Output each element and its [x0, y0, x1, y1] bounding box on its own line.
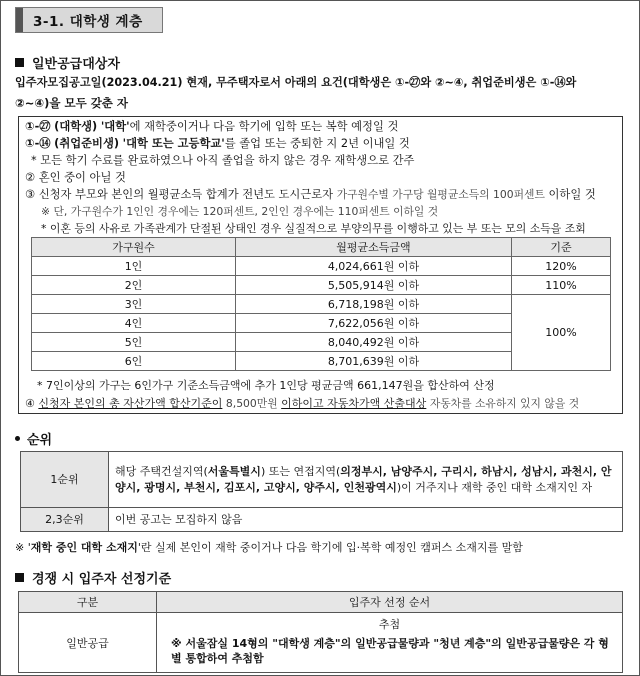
- table-row: 일반공급 추첨 ※ 서울잠실 14형의 "대학생 계층"의 일반공급물량과 "청년 계층"의 일반공급물량은 각 형별 통합하여 추첨함: [19, 613, 623, 673]
- table-row: 2인 5,505,914원 이하 110%: [32, 276, 611, 295]
- req-income: ③ 신청자 부모와 본인의 월평균소득 합계가 전년도 도시근로자 가구원수별 가구당 월평균소득의 100퍼센트 이하일 것: [25, 188, 596, 201]
- heading-rank: 순위: [15, 429, 52, 448]
- selection-table-header: 구분 입주자 선정 순서: [19, 592, 623, 613]
- table-row: 3인 6,718,198원 이하 100%: [32, 295, 611, 314]
- req-income-note-1: ※ 단, 가구원수가 1인인 경우에는 120퍼센트, 2인인 경우에는 110퍼센트 이하일 것: [41, 205, 439, 218]
- title-accent-bar: [16, 8, 23, 32]
- lead-line-1: 입주자모집공고일(2023.04.21) 현재, 무주택자로서 아래의 요건(대학생은 ①-㉗와 ②~④, 취업준비생은 ①-⑭와: [15, 76, 577, 89]
- table-row: 5인 8,040,492원 이하: [32, 333, 611, 352]
- table-row: 4인 7,622,056원 이하: [32, 314, 611, 333]
- req-job-seeker: ①-⑭ (취업준비생) '대학 또는 고등학교'를 졸업 또는 중퇴한 지 2년 이내일 것: [25, 137, 410, 150]
- square-bullet-icon: [15, 573, 24, 582]
- selection-method: 추첨 ※ 서울잠실 14형의 "대학생 계층"의 일반공급물량과 "청년 계층"의 일반공급물량은 각 형별 통합하여 추첨함: [157, 613, 623, 673]
- square-bullet-icon: [15, 58, 24, 67]
- selection-table: [18, 591, 623, 673]
- req-assets: ④ 신청자 본인의 총 자산가액 합산기준이 8,500만원 이하이고 자동차가액 산출대상 자동차를 소유하지 있지 않을 것: [25, 397, 580, 410]
- heading-selection-criteria: 경쟁 시 입주자 선정기준: [15, 568, 171, 587]
- req-student: ①-㉗ (대학생) '대학'에 재학중이거나 다음 학기에 입학 또는 복학 예정일 것: [25, 120, 399, 133]
- section-title: 3-1. 대학생 계층: [33, 14, 143, 30]
- lead-line-2: ②~④)을 모두 갖춘 자: [15, 96, 129, 110]
- heading-general-supply-target: 일반공급대상자: [15, 53, 120, 72]
- req-note-graduation: * 모든 학기 수료를 완료하였으나 아직 졸업을 하지 않은 경우 재학생으로 간주: [31, 154, 415, 167]
- rank-table: [20, 451, 623, 532]
- dot-bullet-icon: [15, 436, 20, 441]
- table-row: 2,3순위 이번 공고는 모집하지 않음: [21, 508, 623, 532]
- table-row: 1인 4,024,661원 이하 120%: [32, 257, 611, 276]
- requirements-box: [18, 116, 623, 414]
- eligibility-lead: [15, 73, 627, 113]
- campus-location-note: ※ '재학 중인 대학 소재지'란 실제 본인이 재학 중이거나 다음 학기에 입·복학 예정인 캠퍼스 소재지를 말함: [15, 541, 523, 554]
- table-row: 6인 8,701,639원 이하: [32, 352, 611, 371]
- rank-1-description: 해당 주택건설지역(서울특별시) 또는 연접지역(의정부시, 남양주시, 구리시, 하남시, 성남시, 과천시, 안양시, 광명시, 부천시, 김포시, 고양시, 양주시, 인천광역시)이 거주지나 재학 중인 대학 소재지인 자: [109, 452, 623, 508]
- income-table-header: 가구원수 월평균소득금액 기준: [32, 238, 611, 257]
- table-row: 1순위 해당 주택건설지역(서울특별시) 또는 연접지역(의정부시, 남양주시, 구리시, 하남시, 성남시, 과천시, 안양시, 광명시, 부천시, 김포시, 고양시, 양주시, 인천광역시)이 거주지나 재학 중인 대학 소재지인 자: [21, 452, 623, 508]
- req-income-note-2: * 이혼 등의 사유로 가족관계가 단절된 상태인 경우 실질적으로 부양의무를 이행하고 있는 부 또는 모의 소득을 조회: [41, 222, 586, 235]
- req-unmarried: ② 혼인 중이 아닐 것: [25, 171, 126, 184]
- section-title-box: [15, 7, 163, 33]
- income-table: [31, 237, 611, 371]
- table-note-7plus: * 7인이상의 가구는 6인가구 기준소득금액에 추가 1인당 평균금액 661,147원을 합산하여 산정: [37, 379, 495, 392]
